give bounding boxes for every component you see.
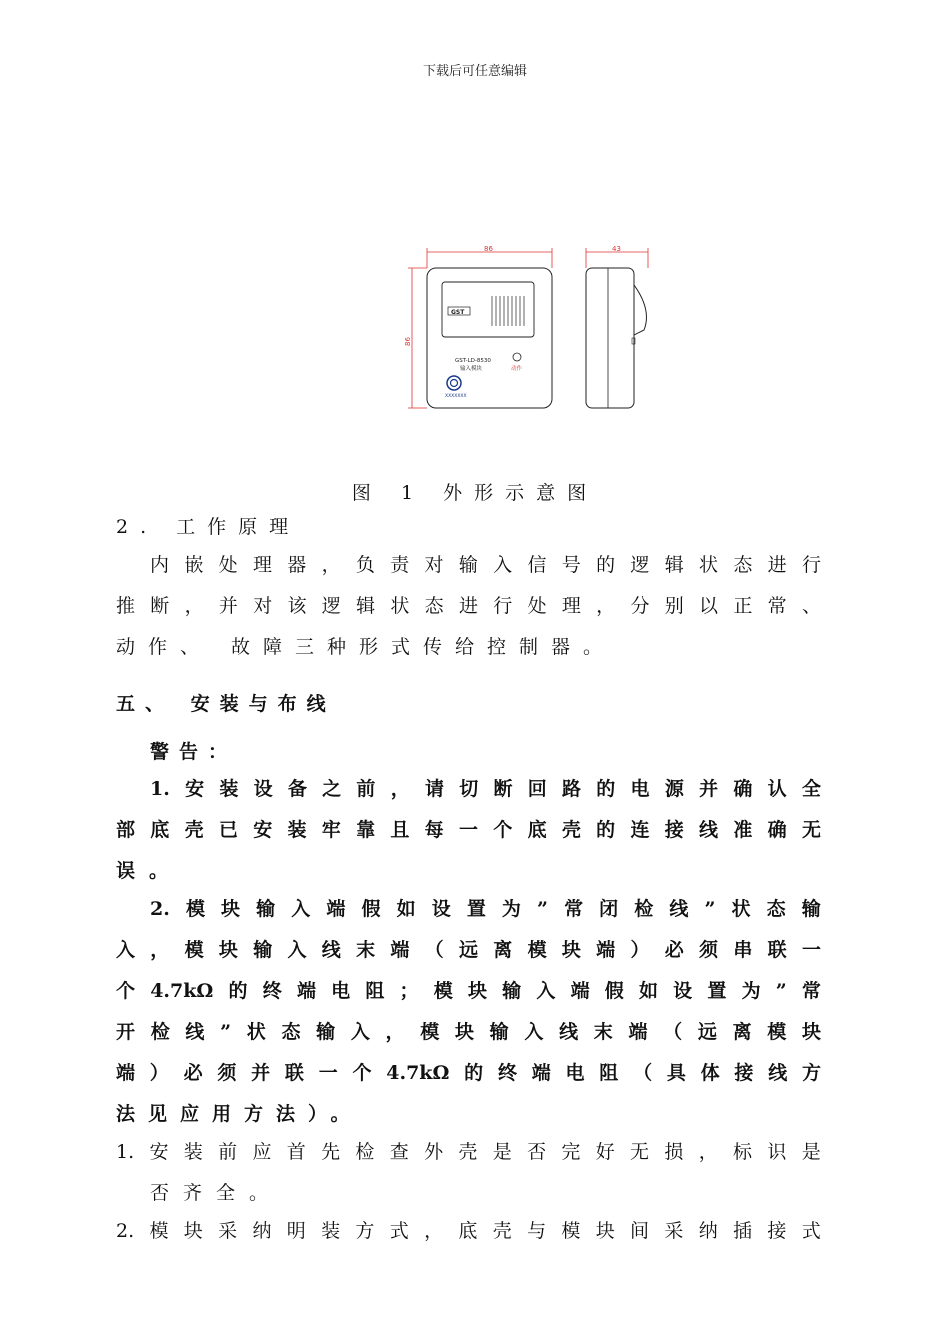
warning-line-2: 部 底 壳 已 安 装 牢 靠 且 每 一 个 底 壳 的 连 接 线 准 确 无 [116,819,821,841]
front-body [427,268,552,408]
section-2-line-2: 推 断 ， 并 对 该 逻 辑 状 态 进 行 处 理 ， 分 别 以 正 常 、 [116,595,821,617]
section-5-heading: 五、 安装与布线 [116,693,336,715]
header-note: 下载后可任意编辑 [422,64,527,79]
side-body [586,268,634,408]
cert-text: XXXXXXX [445,394,467,399]
width-label: 86 [484,245,493,253]
height-label: 86 [404,337,412,346]
device-outline-figure [400,240,670,415]
brand-text: GST [451,309,465,316]
warning-line-8: 端 ） 必 须 并 联 一 个 4.7kΩ 的 终 端 电 阻 （ 具 体 接 线 方 [116,1062,821,1084]
install-item-1: 1. 安 装 前 应 首 先 检 查 外 壳 是 否 完 好 无 损 ， 标 识 是 [116,1141,821,1163]
install-item-2: 2. 模 块 采 纳 明 装 方 式 ， 底 壳 与 模 块 间 采 纳 插 接 式 [116,1220,821,1242]
warning-line-1: 1. 安 装 设 备 之 前 ， 请 切 断 回 路 的 电 源 并 确 认 全 [150,778,821,800]
figure-caption: 图 1 外形示意图 [351,482,599,504]
warning-line-6: 个 4.7kΩ 的 终 端 电 阻 ； 模 块 输 入 端 假 如 设 置 为 ” 常 [116,980,821,1002]
warning-line-4: 2. 模 块 输 入 端 假 如 设 置 为 ” 常 闭 检 线 ” 状 态 输 [150,898,821,920]
device-name: 输入模块 [460,366,483,372]
warning-line-5: 入 ， 模 块 输 入 线 末 端 （ 远 离 模 块 端 ） 必 须 串 联 一 [116,939,821,961]
model-code: GST-LD-8530 [455,358,491,364]
warning-line-9: 法见应用方法）。 [116,1103,363,1125]
indicator-label: 动作 [511,366,523,372]
warning-title: 警告： [150,741,238,763]
install-item-1-cont: 否齐全。 [150,1182,283,1204]
section-2-heading-text: 2. 工作原理 [116,516,301,538]
cert-mark-icon [447,376,461,390]
section-2-line-1: 内 嵌 处 理 器 ， 负 责 对 输 入 信 号 的 逻 辑 状 态 进 行 [150,554,821,576]
section-2-heading [116,515,821,539]
warning-line-3: 误。 [116,860,183,882]
warning-line-7: 开 检 线 ” 状 态 输 入 ， 模 块 输 入 线 末 端 （ 远 离 模 块 [116,1021,821,1043]
depth-label: 43 [612,245,621,253]
indicator-light [513,353,521,361]
section-2-line-3: 动作、 故障三种形式传给控制器。 [116,636,616,658]
vent-slots [492,296,524,326]
